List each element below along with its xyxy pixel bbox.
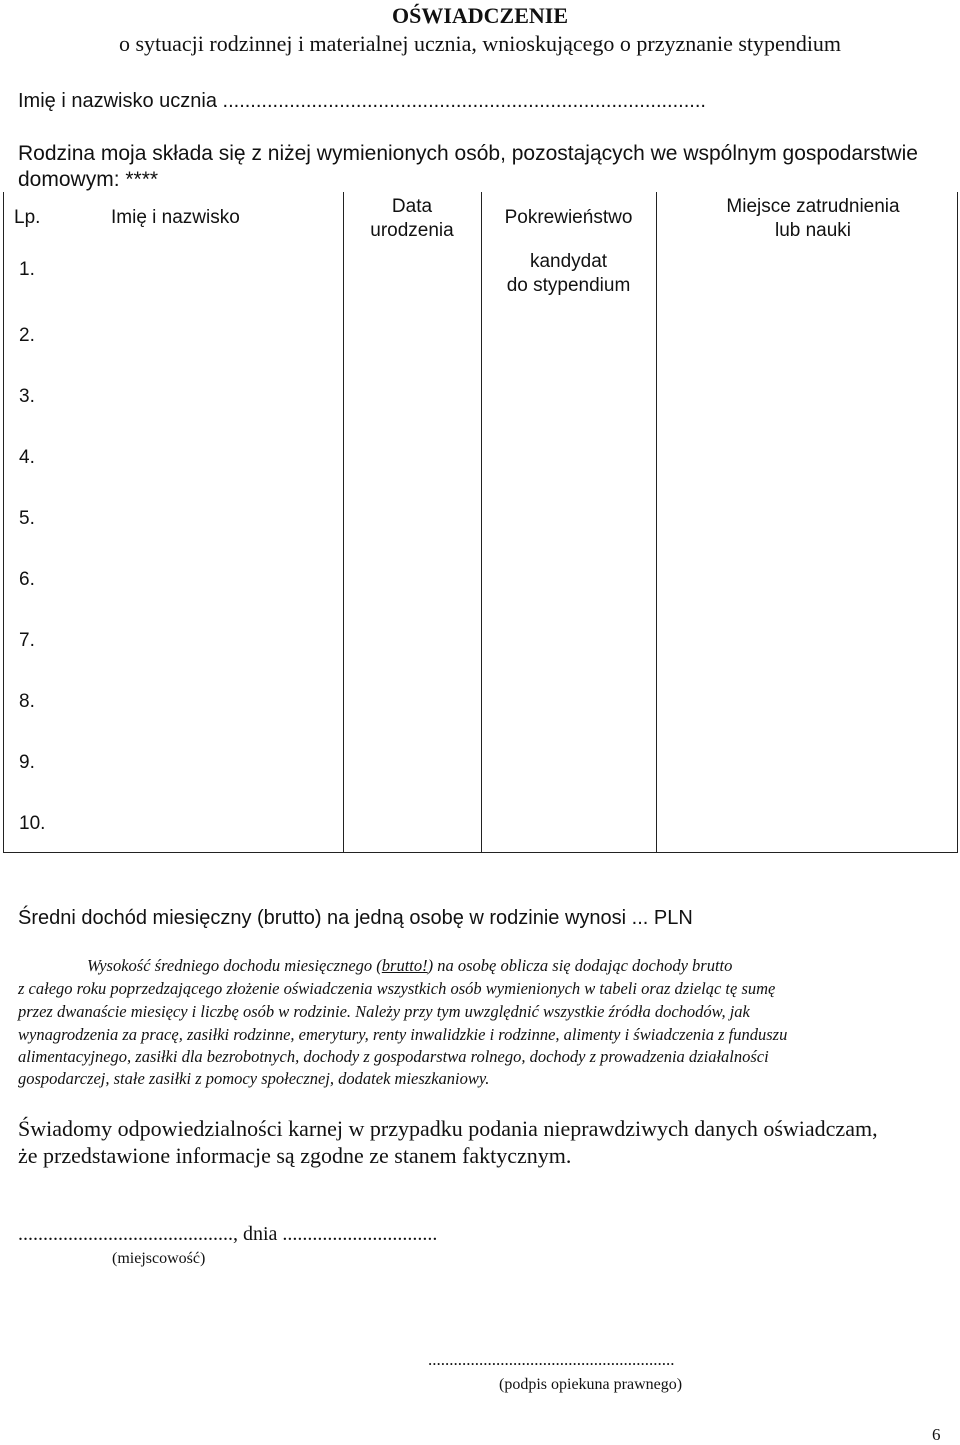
note-brutto: brutto! — [381, 956, 428, 975]
row-number: 5. — [19, 508, 35, 529]
signature-dots: .......................................................... — [428, 1350, 675, 1369]
row-number: 1. — [19, 259, 35, 280]
header-workplace — [693, 195, 933, 243]
signature-label: (podpis opiekuna prawnego) — [499, 1376, 683, 1393]
row-number: 7. — [19, 630, 35, 651]
table-divider-3 — [656, 192, 657, 853]
note-line-2: z całego roku poprzedzającego złożenie oświadczenia wszystkich osób wymienionych w tabeli oraz dzieląc tę sumę — [18, 979, 776, 998]
declaration-line-2: że przedstawione informacje są zgodne ze stanem faktycznym. — [18, 1143, 572, 1168]
table-border-left — [3, 192, 4, 853]
page-number: 6 — [932, 1425, 941, 1444]
header-birth-line-2: urodzenia — [370, 220, 454, 241]
family-intro-line-2: domowym: **** — [18, 168, 159, 191]
row-number: 3. — [19, 386, 35, 407]
note-line-4: wynagrodzenia za pracę, zasiłki rodzinne, emerytury, renty inwalidzkie i rodzinne, alimenty i świadczenia z funduszu — [18, 1025, 788, 1044]
header-name: Imię i nazwisko — [111, 207, 240, 228]
note-line-3: przez dwanaście miesięcy i liczbę osób w rodzinie. Należy przy tym uwzględnić wszystkie źródła dochodów, jak — [18, 1002, 750, 1021]
place-label: (miejscowość) — [112, 1250, 206, 1267]
note-line-1c: ) na osobę oblicza się dodając dochody brutto — [427, 956, 733, 975]
header-birth-line-1: Data — [391, 196, 433, 217]
row-number: 8. — [19, 691, 35, 712]
document-title: OŚWIADCZENIE — [391, 3, 569, 28]
table-border-right — [957, 192, 958, 853]
header-birth-date — [343, 195, 481, 243]
header-lp: Lp. — [14, 207, 41, 228]
declaration-line-1: Świadomy odpowiedzialności karnej w przypadku podania nieprawdziwych danych oświadczam, — [18, 1116, 878, 1141]
family-table — [3, 192, 958, 853]
family-intro-line-1: Rodzina moja składa się z niżej wymienionych osób, pozostających we wspólnym gospodarstwie — [18, 142, 918, 165]
header-work-line-2: lub nauki — [774, 220, 852, 241]
note-line-5: alimentacyjnego, zasiłki dla bezrobotnych, dochody z gospodarstwa rolnego, dochody z prowadzenia działalności — [18, 1047, 769, 1066]
document-subtitle: o sytuacji rodzinnej i materialnej ucznia, wnioskującego o przyznanie stypendium — [118, 31, 842, 56]
income-line: Średni dochód miesięczny (brutto) na jedną osobę w rodzinie wynosi ... PLN — [18, 907, 693, 929]
header-relation: Pokrewieństwo — [504, 207, 633, 228]
row-number: 4. — [19, 447, 35, 468]
row-number: 6. — [19, 569, 35, 590]
row-number: 2. — [19, 325, 35, 346]
header-work-line-1: Miejsce zatrudnienia — [726, 196, 900, 217]
row-number: 9. — [19, 752, 35, 773]
candidate-line-1: kandydat — [529, 251, 608, 272]
place-date-line: ..........................................., dnia ............................... — [18, 1223, 438, 1245]
note-line-6: gospodarczej, stałe zasiłki z pomocy społecznej, dodatek mieszkaniowy. — [18, 1069, 490, 1088]
candidate-line-2: do stypendium — [506, 275, 631, 296]
note-line-1 — [87, 956, 732, 976]
student-name-line: Imię i nazwisko ucznia ....................................................................................... — [18, 90, 706, 112]
table-divider-1 — [343, 192, 344, 853]
table-border-bottom — [3, 852, 958, 853]
row-number: 10. — [19, 813, 46, 834]
candidate-label — [481, 250, 656, 298]
note-line-1a: Wysokość średniego dochodu miesięcznego ( — [87, 956, 382, 975]
